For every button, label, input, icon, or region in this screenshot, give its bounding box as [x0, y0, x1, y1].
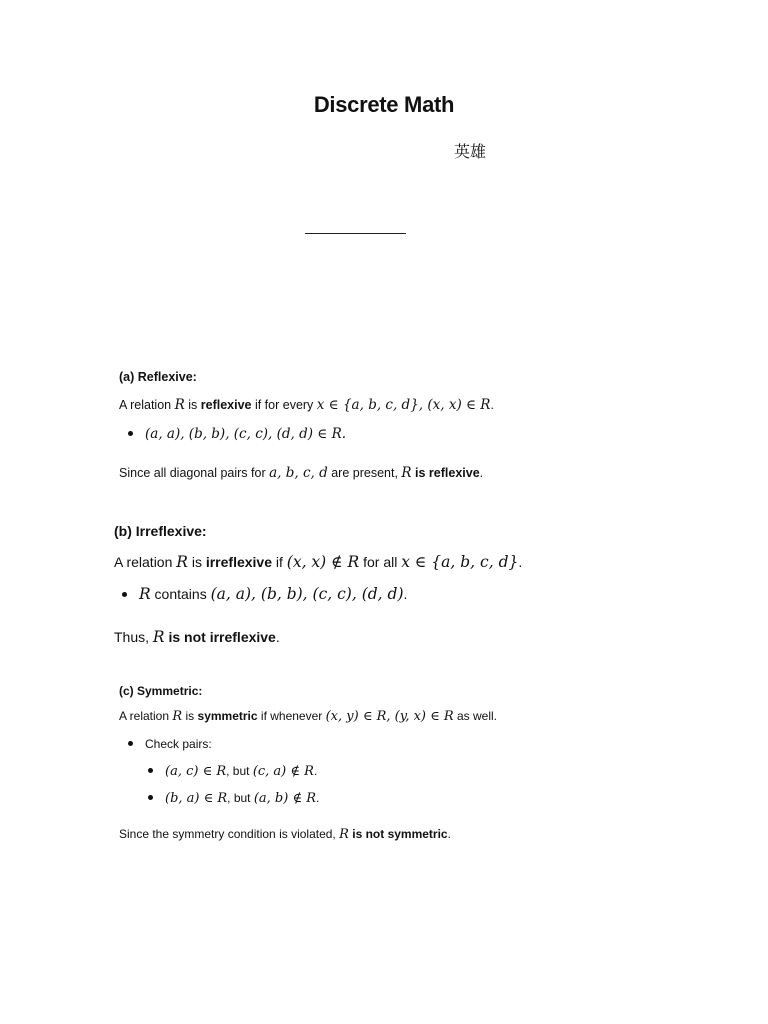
math: (x, x) ∉ R — [286, 553, 360, 571]
bullet-icon — [128, 431, 133, 436]
text: Since all diagonal pairs for — [119, 466, 270, 480]
math: x ∈ {a, b, c, d}, (x, x) ∈ R — [316, 397, 491, 413]
text: if whenever — [257, 709, 326, 723]
text: Thus, — [114, 629, 153, 645]
math: (c, a) ∉ R — [252, 764, 314, 779]
bold-term: reflexive — [200, 398, 252, 412]
text: is — [187, 554, 206, 570]
math: (a, b) ∉ R — [253, 791, 316, 806]
text: A relation — [114, 554, 177, 570]
text: . — [479, 466, 484, 480]
irreflexive-heading: (b) Irreflexive: — [114, 523, 207, 539]
text: . — [316, 791, 320, 805]
text: , but — [227, 791, 254, 805]
text: as well. — [453, 709, 498, 723]
bullet-icon — [122, 592, 127, 597]
math: R — [152, 628, 165, 646]
reflexive-definition — [119, 397, 494, 413]
text: Check pairs: — [145, 737, 212, 751]
symmetric-definition — [119, 709, 497, 724]
math: (a, a), (b, b), (c, c), (d, d) ∈ R. — [145, 426, 347, 442]
text: if — [272, 554, 287, 570]
reflexive-bullet — [128, 426, 346, 442]
text: . — [403, 586, 408, 602]
divider-line — [305, 233, 406, 234]
bullet-icon — [148, 768, 153, 773]
symmetric-bullet — [128, 737, 212, 751]
math: R — [139, 585, 151, 603]
math: (a, a), (b, b), (c, c), (d, d) — [210, 585, 404, 603]
text: for all — [359, 554, 402, 570]
irreflexive-definition — [114, 553, 522, 571]
text: A relation — [119, 398, 175, 412]
bullet-icon — [148, 795, 153, 800]
math: x ∈ {a, b, c, d} — [401, 553, 519, 571]
text: . — [518, 554, 523, 570]
bold-term: irreflexive — [205, 554, 272, 570]
symmetric-heading: (c) Symmetric: — [119, 684, 203, 698]
text: are present, — [327, 466, 402, 480]
math: R — [176, 553, 188, 571]
text: . — [447, 827, 451, 841]
symmetric-subbullet-2 — [148, 791, 319, 806]
reflexive-heading: (a) Reflexive: — [119, 370, 197, 384]
irreflexive-bullet — [122, 585, 407, 603]
math: (b, a) ∈ R — [165, 791, 228, 806]
math: (x, y) ∈ R, (y, x) ∈ R — [325, 709, 454, 724]
text: , but — [226, 764, 253, 778]
text: . — [275, 629, 280, 645]
author-name: 英雄 — [454, 142, 487, 161]
bold-term: is not symmetric — [348, 827, 448, 841]
math: R — [401, 465, 412, 481]
reflexive-summary — [119, 465, 483, 481]
text: contains — [150, 586, 211, 602]
irreflexive-summary — [114, 628, 280, 646]
bold-term: is reflexive — [411, 466, 480, 480]
text: . — [490, 398, 494, 412]
text: is — [182, 709, 198, 723]
text: Since the symmetry condition is violated, — [119, 827, 340, 841]
text: A relation — [119, 709, 173, 723]
symmetric-summary — [119, 827, 451, 842]
text: is — [184, 398, 201, 412]
text: if for every — [251, 398, 317, 412]
symmetric-subbullet-1 — [148, 764, 317, 779]
math: R — [172, 709, 183, 724]
bold-term: is not irreflexive — [164, 629, 276, 645]
math: R — [339, 827, 349, 842]
math: (a, c) ∈ R — [165, 764, 227, 779]
math: R — [174, 397, 185, 413]
bullet-icon — [128, 741, 133, 746]
math: a, b, c, d — [269, 465, 328, 481]
text: . — [313, 764, 318, 778]
bold-term: symmetric — [197, 709, 258, 723]
page-title: Discrete Math — [313, 92, 455, 117]
